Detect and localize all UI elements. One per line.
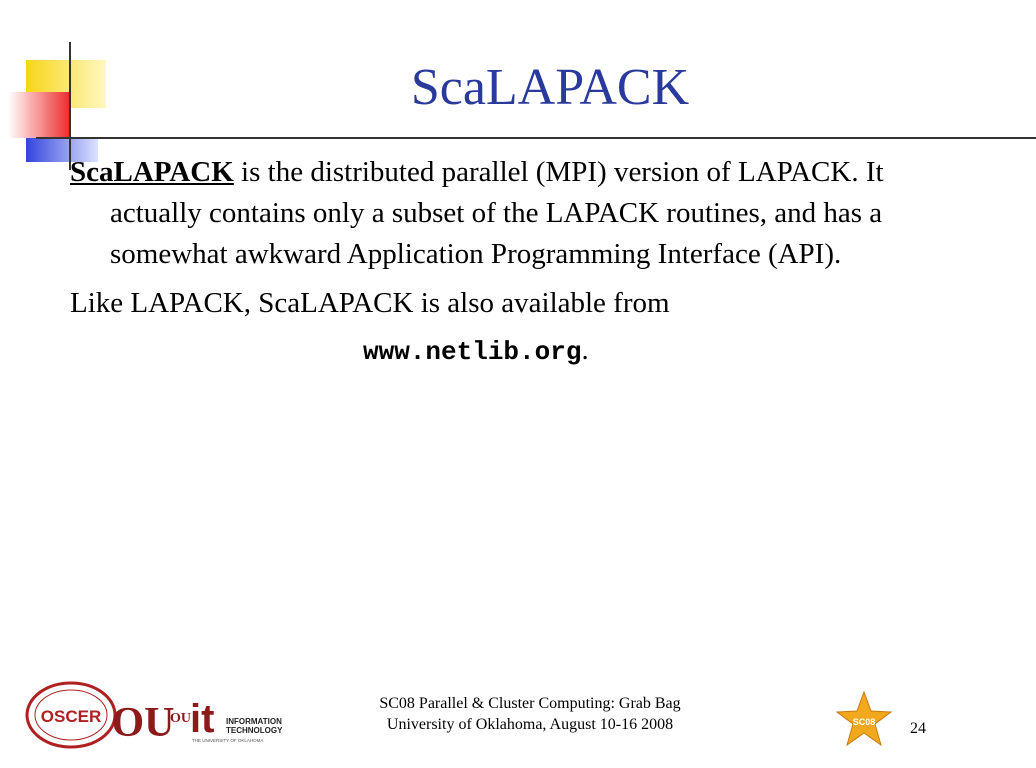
oscer-logo-text: OSCER — [40, 707, 102, 726]
slide-number: 24 — [910, 720, 926, 737]
slide-title: ScaLAPACK — [410, 59, 690, 116]
footer-line2: University of Oklahoma, August 10-16 2008 — [386, 716, 674, 733]
scalapack-term: ScaLAPACK — [70, 156, 234, 188]
paragraph-scalapack-text: is the distributed parallel (MPI) version of LAPACK. It actually contains only a subset of the LAPACK routines, and has a somewhat awkward Application Programming Interface (API). — [110, 156, 884, 270]
it-main-text: it — [190, 697, 215, 741]
sc08-logo-text: SC08 — [852, 717, 876, 727]
footer-line1: SC08 Parallel & Cluster Computing: Grab Bag — [379, 695, 681, 712]
oscer-logo — [24, 680, 118, 750]
netlib-url: www.netlib.org — [363, 337, 582, 367]
ou-logo-text: OU — [111, 700, 175, 746]
it-line1: INFORMATION — [226, 717, 282, 726]
ou-logo — [111, 686, 175, 748]
paragraph-scalapack — [70, 152, 970, 275]
url-line — [70, 330, 970, 373]
paragraph-availability: Like LAPACK, ScaLAPACK is also available from — [70, 287, 670, 319]
it-line3: THE UNIVERSITY OF OKLAHOMA — [192, 738, 264, 743]
url-suffix: . — [581, 334, 589, 366]
decorative-squares — [0, 0, 110, 170]
slide-body — [70, 152, 970, 373]
sc08-logo — [834, 690, 894, 748]
footer — [300, 693, 760, 735]
title-rule — [36, 137, 1036, 139]
it-small-text: OU — [170, 711, 191, 726]
information-technology-logo — [170, 688, 288, 744]
it-line2: TECHNOLOGY — [226, 726, 283, 735]
